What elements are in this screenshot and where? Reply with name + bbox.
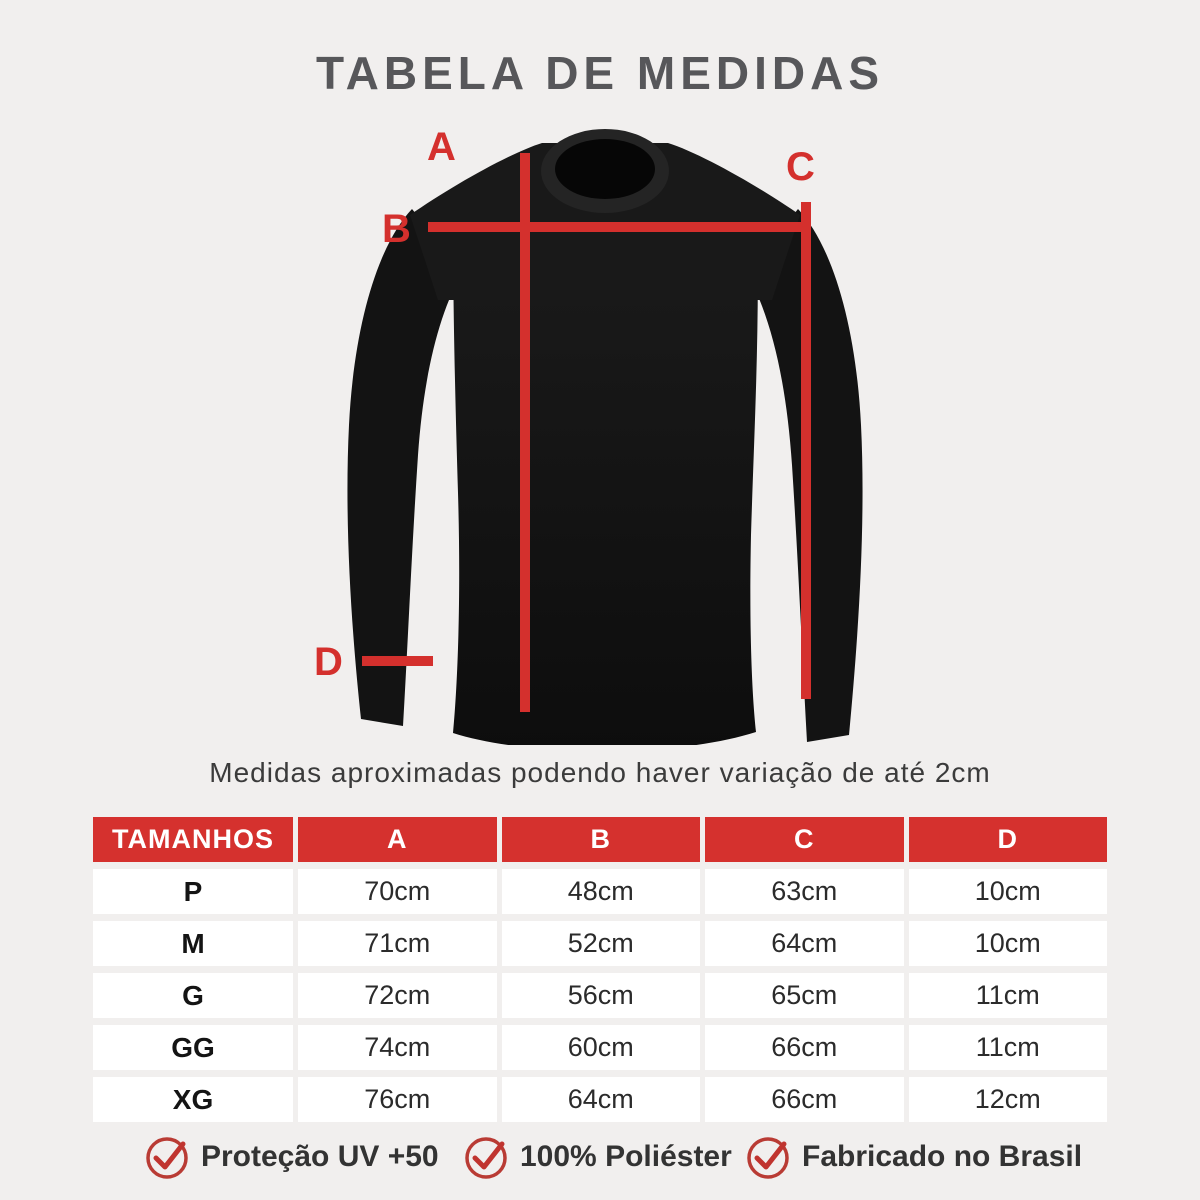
- table-cell: 63cm: [705, 869, 904, 914]
- table-cell: 64cm: [705, 921, 904, 966]
- feature-label: Proteção UV +50: [201, 1140, 439, 1173]
- check-circle-icon: [462, 1133, 510, 1181]
- table-cell: 72cm: [298, 973, 497, 1018]
- measure-label-b: B: [382, 207, 411, 251]
- table-cell: 74cm: [298, 1025, 497, 1070]
- table-cell: 56cm: [502, 973, 701, 1018]
- table-row-size: M: [93, 921, 293, 966]
- feature-made-in-brazil: [744, 1133, 1082, 1181]
- check-circle-icon: [744, 1133, 792, 1181]
- table-row-size: GG: [93, 1025, 293, 1070]
- table-cell: 66cm: [705, 1077, 904, 1122]
- table-cell: 60cm: [502, 1025, 701, 1070]
- table-cell: 64cm: [502, 1077, 701, 1122]
- table-cell: 10cm: [909, 869, 1108, 914]
- table-row-size: XG: [93, 1077, 293, 1122]
- table-header-a: A: [298, 817, 497, 862]
- feature-uv-protection: [143, 1133, 439, 1181]
- table-cell: 52cm: [502, 921, 701, 966]
- table-cell: 71cm: [298, 921, 497, 966]
- table-cell: 66cm: [705, 1025, 904, 1070]
- shirt-measurement-diagram: [300, 125, 900, 745]
- measure-label-d: D: [314, 640, 343, 684]
- shirt-collar-hole: [555, 139, 655, 199]
- page-title: TABELA DE MEDIDAS: [316, 47, 884, 99]
- table-header-sizes: TAMANHOS: [93, 817, 293, 862]
- table-cell: 48cm: [502, 869, 701, 914]
- table-row-size: P: [93, 869, 293, 914]
- table-header-d: D: [909, 817, 1108, 862]
- feature-polyester: [462, 1133, 732, 1181]
- table-header-c: C: [705, 817, 904, 862]
- tolerance-note: Medidas aproximadas podendo haver variação de até 2cm: [209, 757, 991, 788]
- measure-line-b: [428, 222, 811, 232]
- feature-label: 100% Poliéster: [520, 1140, 732, 1173]
- table-header-b: B: [502, 817, 701, 862]
- table-cell: 12cm: [909, 1077, 1108, 1122]
- table-cell: 70cm: [298, 869, 497, 914]
- table-cell: 11cm: [909, 973, 1108, 1018]
- table-cell: 65cm: [705, 973, 904, 1018]
- measure-label-c: C: [786, 145, 815, 189]
- feature-label: Fabricado no Brasil: [802, 1140, 1083, 1173]
- measure-label-a: A: [427, 125, 456, 169]
- table-cell: 10cm: [909, 921, 1108, 966]
- table-cell: 76cm: [298, 1077, 497, 1122]
- check-circle-icon: [143, 1133, 191, 1181]
- measure-line-a: [520, 153, 530, 712]
- size-table: [93, 817, 1107, 1122]
- measure-line-c: [801, 202, 811, 699]
- table-cell: 11cm: [909, 1025, 1108, 1070]
- table-row-size: G: [93, 973, 293, 1018]
- measure-line-d: [362, 656, 433, 666]
